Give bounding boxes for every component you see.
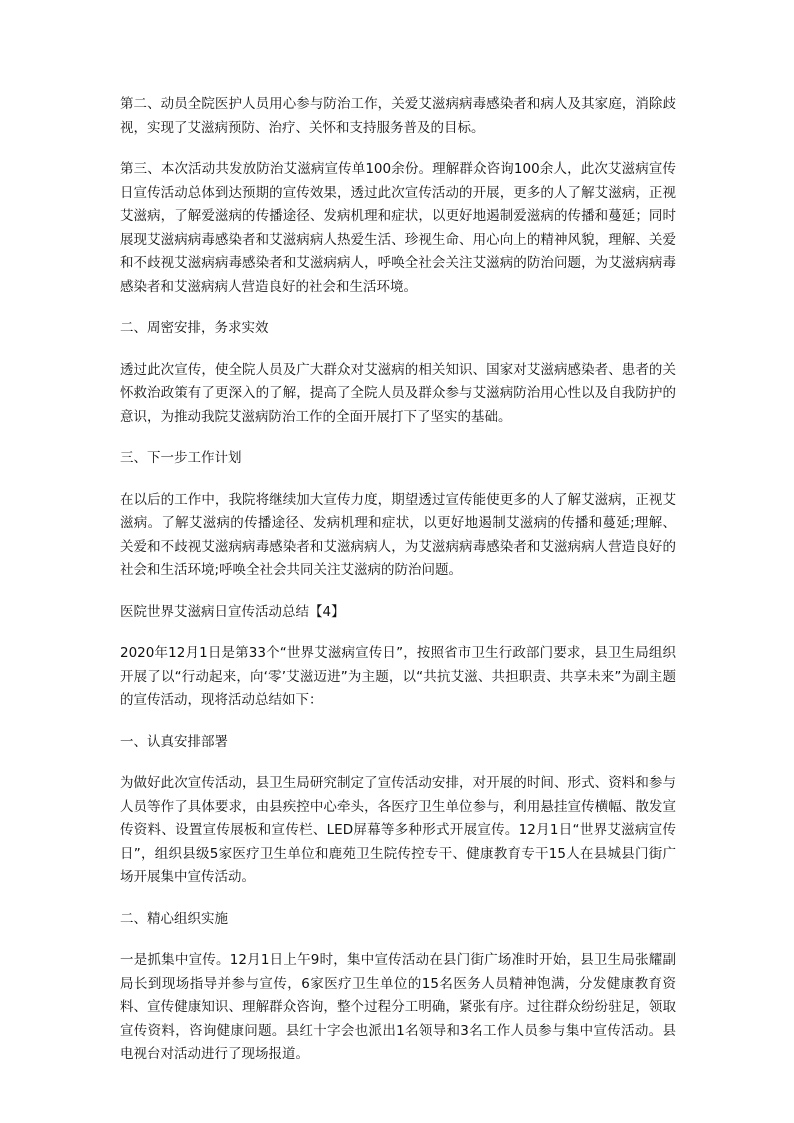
- section-heading-implementation: 二、精心组织实施: [120, 910, 228, 927]
- paragraph-deployment: 为做好此次宣传活动，县卫生局研究制定了宣传活动安排，对开展的时间、形式、资料和参与人员等作了具体要求，由县疾控中心牵头，各医疗卫生单位参与，利用悬挂宣传横幅、散发宣传资料、设置宣传展板和宣传栏、LED屏幕等多种形式开展宣传。12月1日“世界艾滋病宣传日”，组织县级5家医疗卫生单位和鹿苑卫生院传控专干、健康教育专干15人在县城县门街广场开展集中宣传活动。: [120, 775, 676, 885]
- section-heading-arrangement: 二、周密安排，务求实效: [120, 320, 269, 336]
- document-page: [120, 93, 676, 1067]
- summary-title-4: 医院世界艾滋病日宣传活动总结【4】: [120, 603, 345, 620]
- paragraph-next-plan: 在以后的工作中，我院将继续加大宣传力度，期望透过宣传能使更多的人了解艾滋病，正视艾滋病。了解艾滋病的传播途径、发病机理和症状，以更好地遏制艾滋病的传播和蔓延;理解、关爱和不歧视艾滋病病毒感染者和艾滋病病人，为艾滋病病毒感染者和艾滋病病人营造良好的社会和生活环境;呼唤全社会共同关注艾滋病的防治问题。: [120, 491, 676, 578]
- paragraph-intro-2020: 2020年12月1日是第33个“世界艾滋病宣传日”，按照省市卫生行政部门要求，县卫生局组织开展了以“行动起来，向‘零’艾滋迈进”为主题，以“共抗艾滋、共担职责、共享未来”为副主题的宣传活动，现将活动总结如下：: [120, 645, 676, 708]
- paragraph-goal-second: 第二、动员全院医护人员用心参与防治工作，关爱艾滋病病毒感染者和病人及其家庭，消除歧视，实现了艾滋病预防、治疗、关怀和支持服务普及的目标。: [120, 96, 676, 136]
- paragraph-implementation: 一是抓集中宣传。12月1日上午9时，集中宣传活动在县门街广场准时开始，县卫生局张耀副局长到现场指导并参与宣传，6家医疗卫生单位的15名医务人员精神饱满，分发健康教育资料、宣传健康知识、理解群众咨询，整个过程分工明确，紧张有序。过往群众纷纷驻足，领取宣传资料，咨询健康问题。县红十字会也派出1名领导和3名工作人员参与集中宣传活动。县电视台对活动进行了现场报道。: [120, 952, 676, 1062]
- section-heading-next-plan: 三、下一步工作计划: [120, 450, 242, 466]
- section-heading-deployment: 一、认真安排部署: [120, 733, 228, 750]
- paragraph-goal-third: 第三、本次活动共发放防治艾滋病宣传单100余份。理解群众咨询100余人，此次艾滋病宣传日宣传活动总体到达预期的宣传效果，透过此次宣传活动的开展，更多的人了解艾滋病，正视艾滋病，了解爱滋病的传播途径、发病机理和症状，以更好地遏制爱滋病的传播和蔓延；同时展现艾滋病病毒感染者和艾滋病病人热爱生活、珍视生命、用心向上的精神风貌，理解、关爱和不歧视艾滋病病毒感染者和艾滋病病人，呼唤全社会关注艾滋病的防治问题，为艾滋病病毒感染者和艾滋病病人营造良好的社会和生活环境。: [120, 161, 676, 295]
- paragraph-arrangement: 透过此次宣传，使全院人员及广大群众对艾滋病的相关知识、国家对艾滋病感染者、患者的关怀救治政策有了更深入的了解，提高了全院人员及群众参与艾滋病防治用心性以及自我防护的意识，为推动我院艾滋病防治工作的全面开展打下了坚实的基础。: [120, 361, 676, 425]
